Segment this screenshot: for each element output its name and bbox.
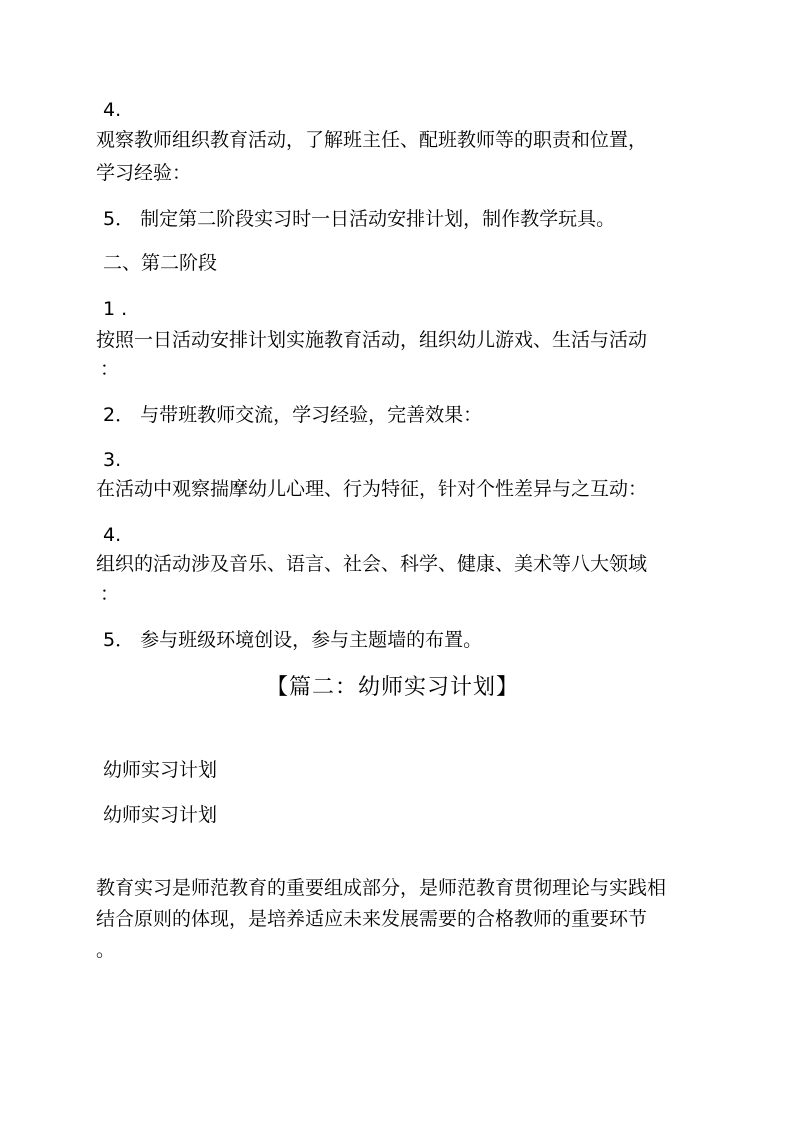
section-title: 【篇二：幼师实习计划】	[266, 675, 520, 700]
item-4-number: 4.	[103, 99, 122, 121]
item-4b-number: 4.	[103, 524, 122, 546]
item-1-number: 1 .	[103, 298, 128, 320]
item-2-text: 2． 与带班教师交流，学习经验，完善效果：	[103, 404, 483, 426]
item-4b-text-line-2: ：	[100, 583, 120, 605]
paragraph-line-3: 。	[96, 939, 116, 961]
item-5b-text: 5． 参与班级环境创设，参与主题墙的布置。	[103, 629, 483, 651]
paragraph-line-1: 教育实习是师范教育的重要组成部分，是师范教育贯彻理论与实践相	[96, 877, 667, 899]
item-5-text: 5． 制定第二阶段实习时一日活动安排计划，制作教学玩具。	[103, 208, 616, 230]
section-heading: 二、第二阶段	[103, 252, 218, 274]
item-4b-text-line-1: 组织的活动涉及音乐、语言、社会、科学、健康、美术等八大领域	[96, 553, 648, 575]
item-1-text-line-2: ：	[100, 358, 120, 380]
item-1-text-line-1: 按照一日活动安排计划实施教育活动，组织幼儿游戏、生活与活动	[96, 329, 648, 351]
item-3-number: 3.	[103, 449, 122, 471]
subtitle-1: 幼师实习计划	[103, 759, 218, 781]
item-4-text-line-1: 观察教师组织教育活动，了解班主任、配班教师等的职责和位置，	[96, 129, 648, 151]
subtitle-2: 幼师实习计划	[103, 804, 218, 826]
item-3-text-line-1: 在活动中观察揣摩幼儿心理、行为特征，针对个性差异与之互动：	[96, 478, 648, 500]
item-4-text-line-2: 学习经验：	[96, 162, 192, 184]
paragraph-line-2: 结合原则的体现，是培养适应未来发展需要的合格教师的重要环节	[96, 908, 648, 930]
